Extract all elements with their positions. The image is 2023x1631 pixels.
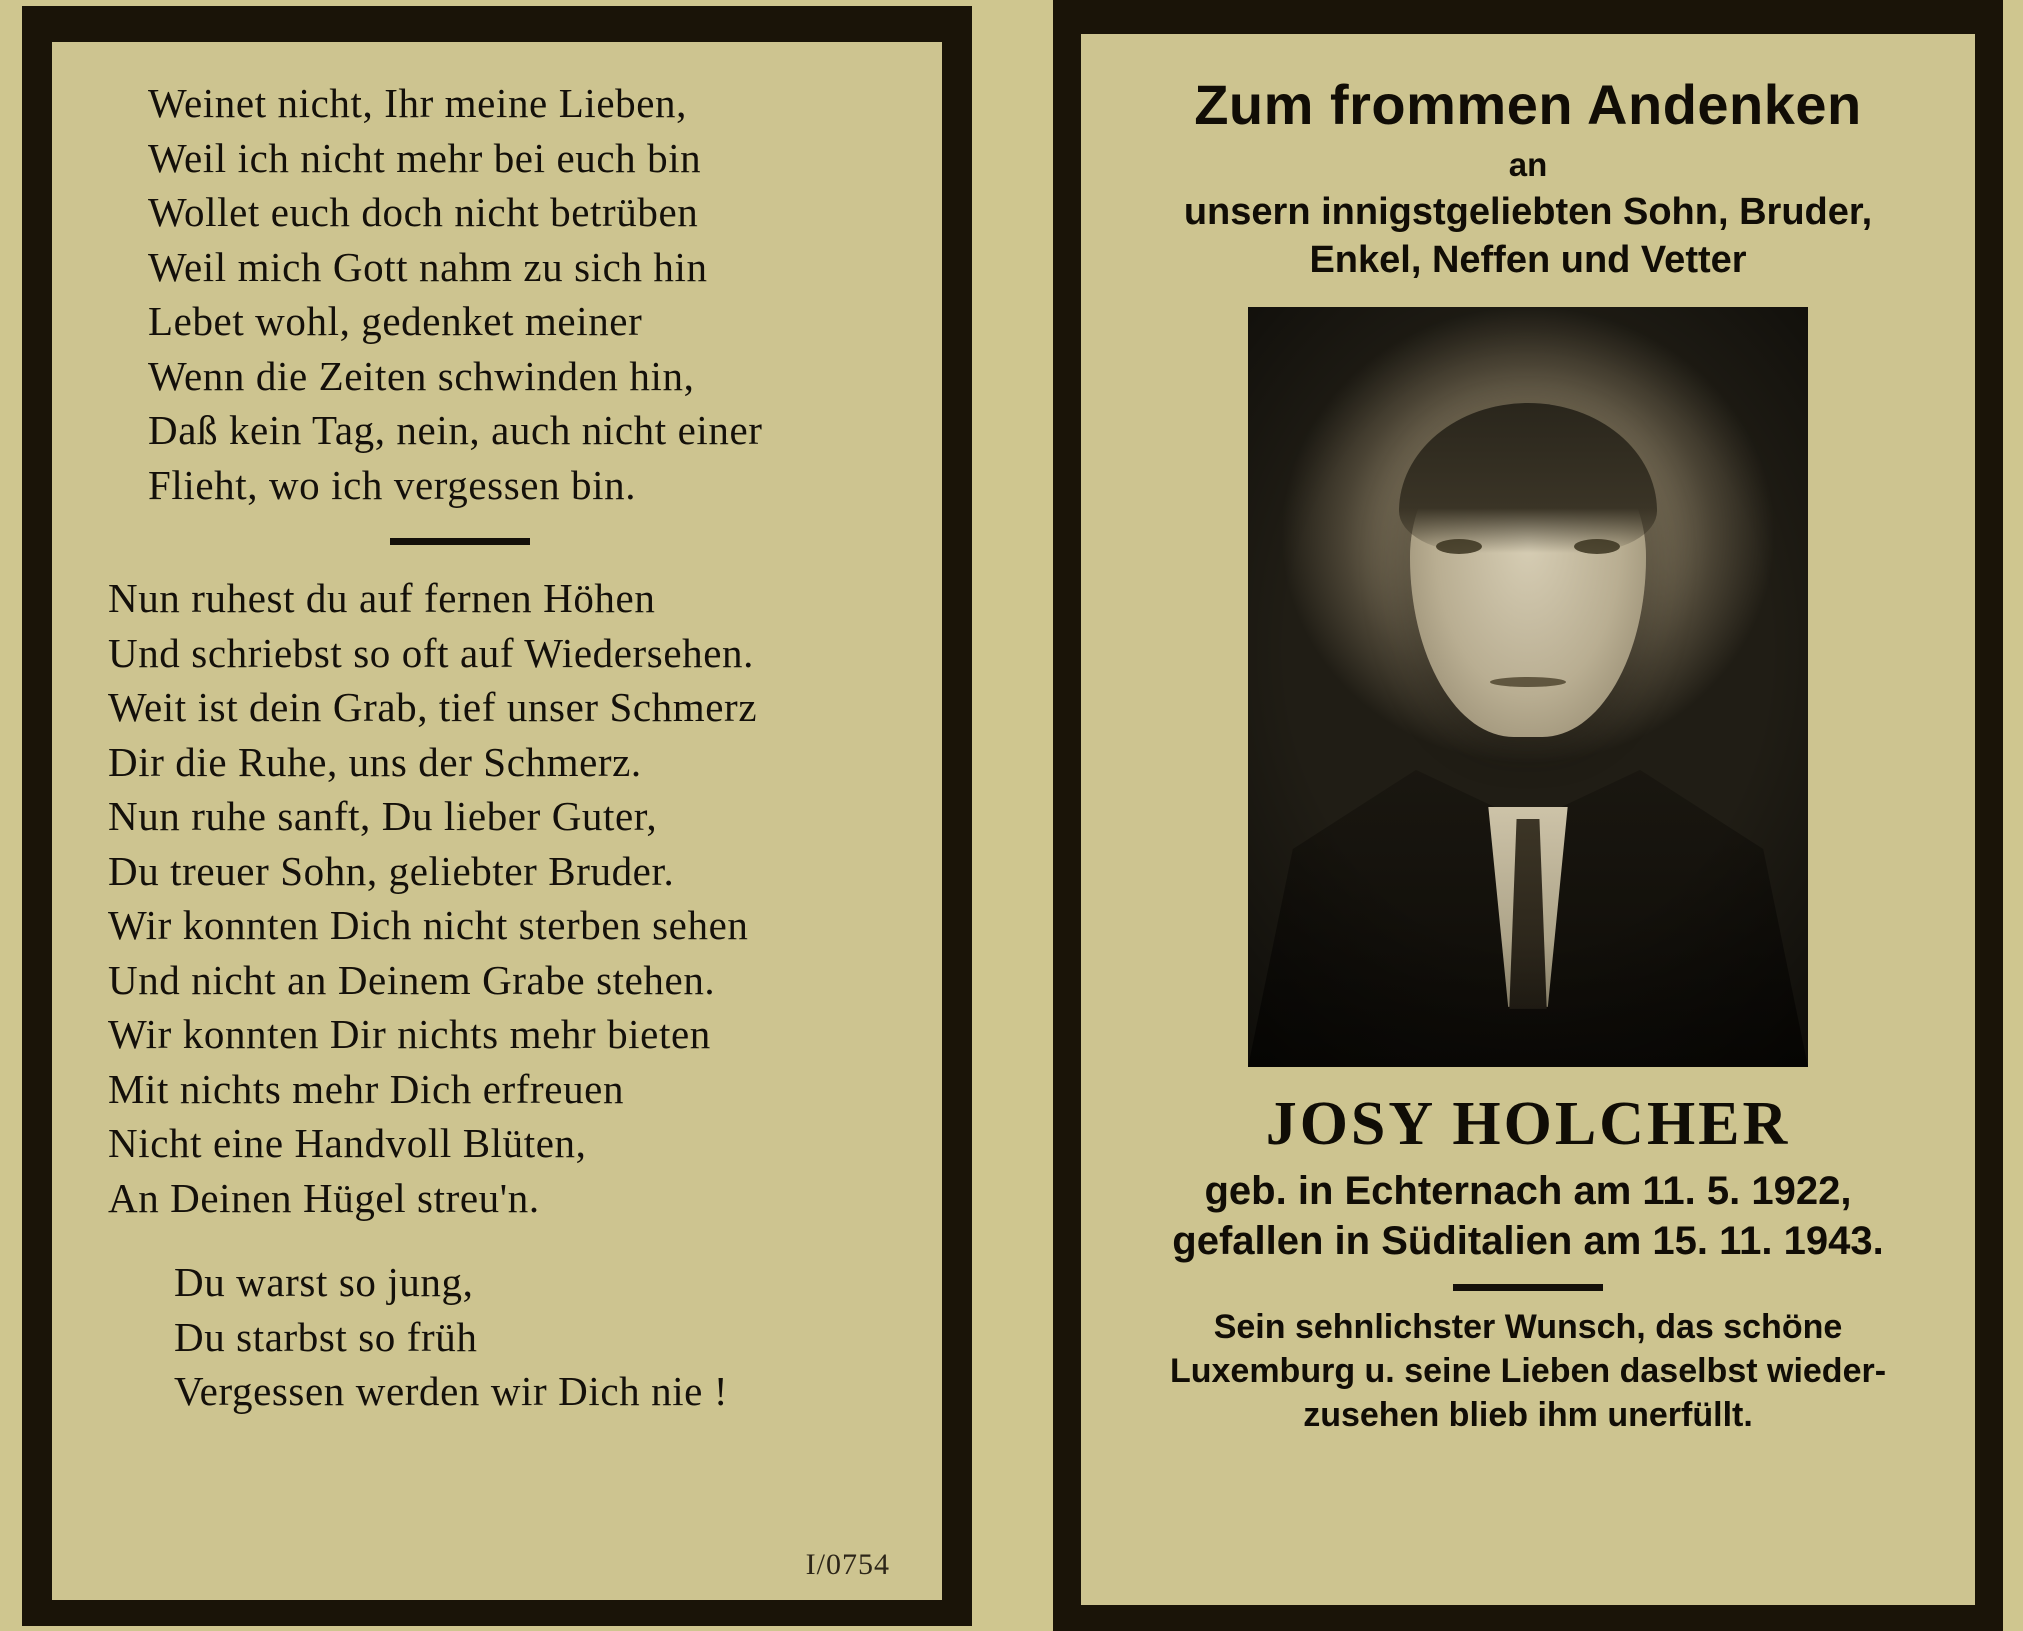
verse-line: Wollet euch doch nicht betrüben xyxy=(148,189,699,236)
verse-line: Dir die Ruhe, uns der Schmerz. xyxy=(108,738,642,785)
left-card-border xyxy=(22,6,972,1626)
birth-line: geb. in Echternach am 11. 5. 1922, xyxy=(1204,1168,1852,1213)
verse-line: Nicht eine Handvoll Blüten, xyxy=(108,1120,587,1167)
verse-line: Und nicht an Deinem Grabe stehen. xyxy=(108,956,716,1003)
closing-wish xyxy=(1115,1305,1941,1438)
verse-line: Flieht, wo ich vergessen bin. xyxy=(148,461,637,508)
verse-block-3 xyxy=(174,1255,896,1419)
portrait-vignette xyxy=(1248,307,1808,1067)
verse-line: Daß kein Tag, nein, auch nicht einer xyxy=(148,407,763,454)
life-dates xyxy=(1115,1166,1941,1266)
verse-line: Nun ruhest du auf fernen Höhen xyxy=(108,575,656,622)
dedication-text xyxy=(1115,188,1941,285)
dedication-line: unsern innigstgeliebten Sohn, Bruder, xyxy=(1183,190,1873,233)
verse-line: Du starbst so früh xyxy=(174,1313,478,1360)
verse-line: Und schriebst so oft auf Wiedersehen. xyxy=(108,629,755,676)
wish-line: Luxemburg u. seine Lieben daselbst wieder- xyxy=(1169,1352,1887,1391)
verse-line: Du treuer Sohn, geliebter Bruder. xyxy=(108,847,675,894)
reference-number: I/0754 xyxy=(805,1548,890,1581)
right-card-border xyxy=(1053,0,2003,1631)
verse-line: Vergessen werden wir Dich nie ! xyxy=(174,1368,729,1415)
verse-line: Wenn die Zeiten schwinden hin, xyxy=(148,352,695,399)
verse-line: An Deinen Hügel streu'n. xyxy=(108,1174,540,1221)
verse-block-1 xyxy=(148,76,896,512)
divider-rule xyxy=(1453,1284,1603,1291)
verse-line: Weil ich nicht mehr bei euch bin xyxy=(148,134,702,181)
left-card-page xyxy=(52,42,942,1600)
divider-rule xyxy=(390,538,530,545)
verse-line: Du warst so jung, xyxy=(174,1259,474,1306)
verse-line: Weil mich Gott nahm zu sich hin xyxy=(148,243,708,290)
dedication-line: Enkel, Neffen und Vetter xyxy=(1309,239,1747,282)
wish-line: zusehen blieb ihm unerfüllt. xyxy=(1303,1396,1753,1435)
portrait-photo xyxy=(1248,307,1808,1067)
verse-line: Wir konnten Dich nicht sterben sehen xyxy=(108,902,749,949)
verse-line: Wir konnten Dir nichts mehr bieten xyxy=(108,1011,711,1058)
verse-line: Weinet nicht, Ihr meine Lieben, xyxy=(148,80,687,126)
death-line: gefallen in Süditalien am 15. 11. 1943. xyxy=(1172,1218,1884,1263)
verse-line: Weit ist dein Grab, tief unser Schmerz xyxy=(108,684,758,731)
preposition-text: an xyxy=(1508,145,1548,183)
right-card-page xyxy=(1081,34,1975,1605)
verse-line: Nun ruhe sanft, Du lieber Guter, xyxy=(108,793,658,840)
verse-line: Mit nichts mehr Dich erfreuen xyxy=(108,1065,625,1112)
wish-line: Sein sehnlichster Wunsch, das schöne xyxy=(1213,1307,1843,1346)
page-title: Zum frommen Andenken xyxy=(1194,73,1862,136)
deceased-name: JOSY HOLCHER xyxy=(1265,1089,1791,1158)
verse-block-2 xyxy=(108,571,896,1225)
verse-line: Lebet wohl, gedenket meiner xyxy=(148,298,643,345)
